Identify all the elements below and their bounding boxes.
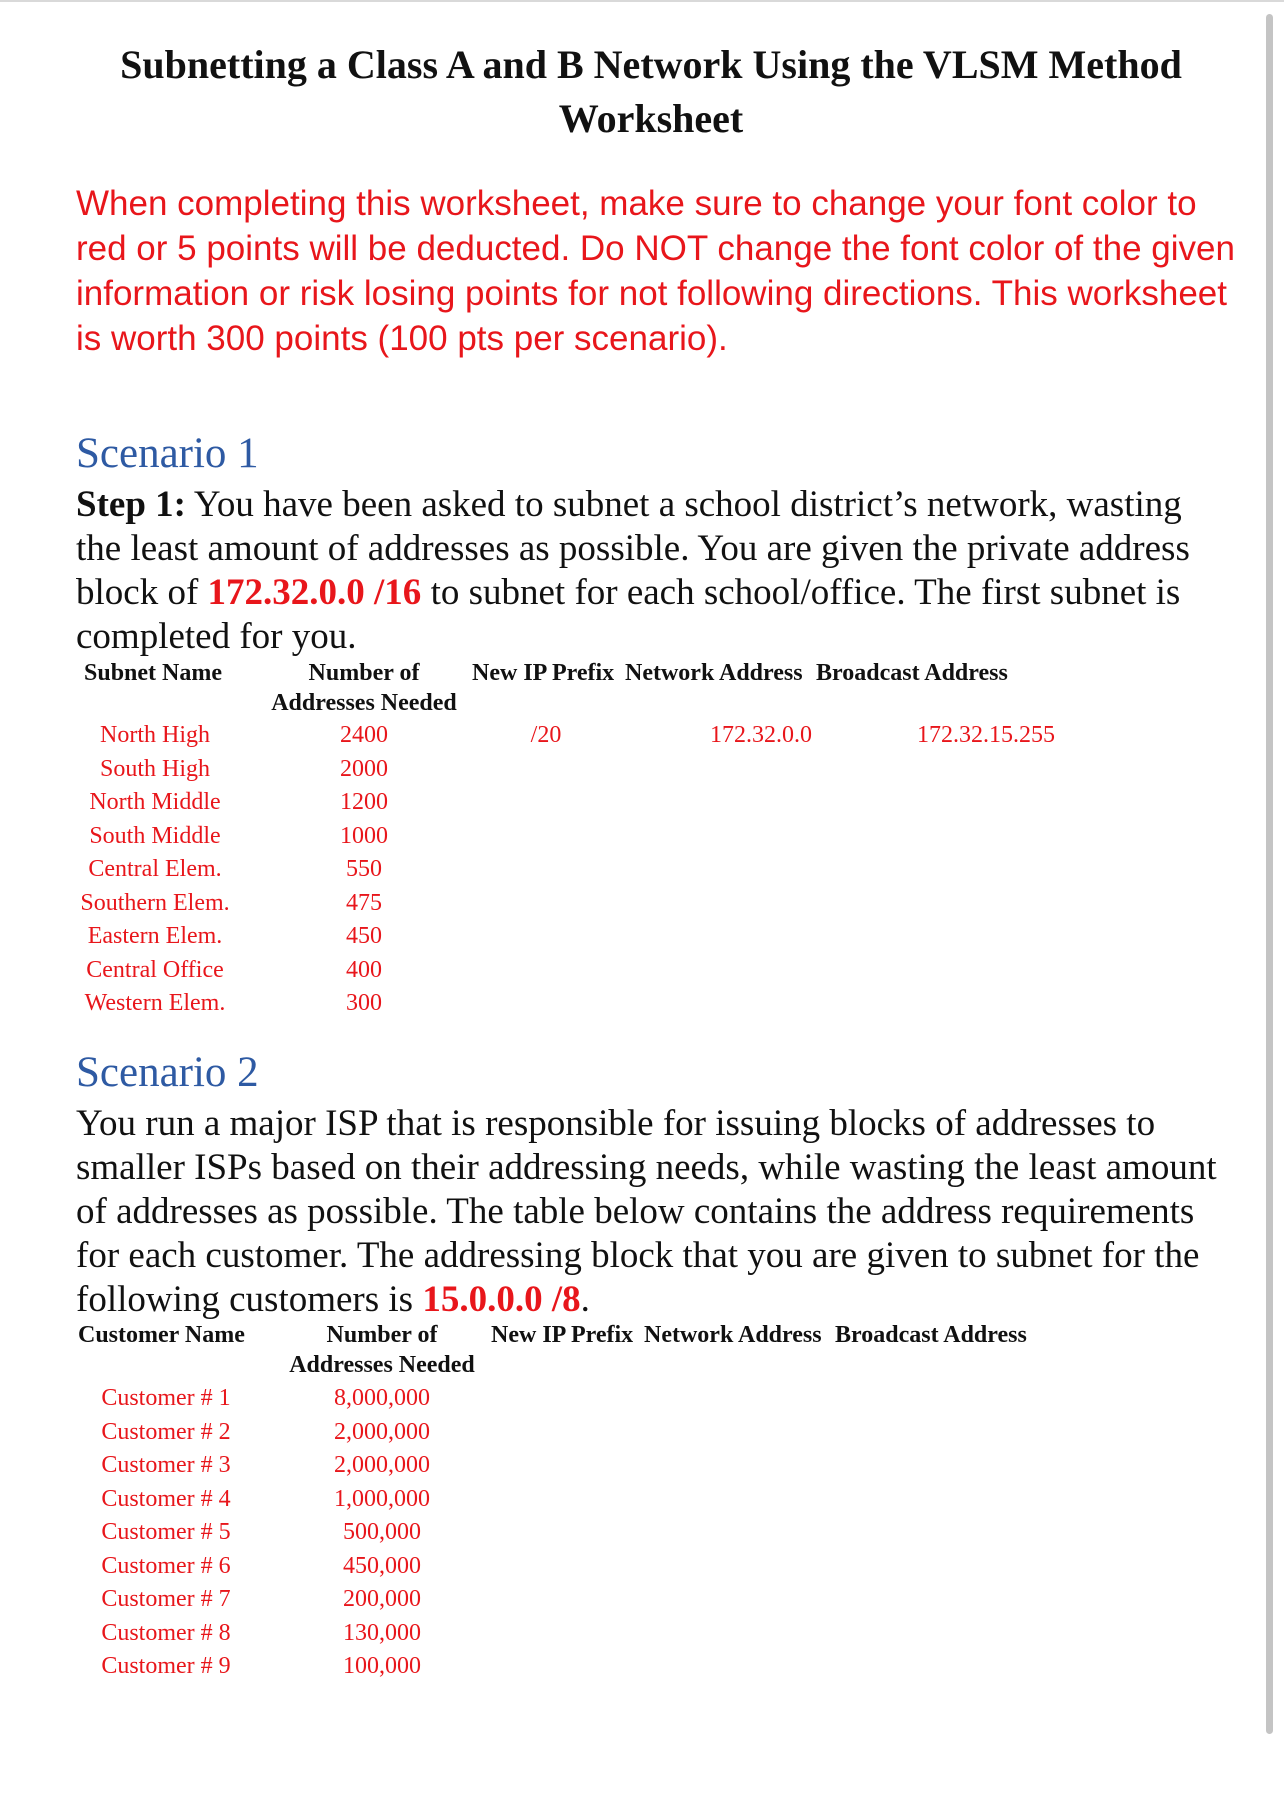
addresses-needed-cell: 1,000,000 — [334, 1485, 430, 1512]
font-color-warning: When completing this worksheet, make sure to change your font color to red or 5 points will be deducted. Do NOT change the font color of the given information or risk losing points for not following directions. This worksheet is worth 300 points (100 pts per scenario). — [76, 184, 1235, 358]
customer-name-cell: Customer # 3 — [101, 1452, 231, 1478]
scenario-2-instructions — [76, 1102, 1236, 1322]
header-addresses-needed — [272, 1320, 492, 1380]
header-broadcast-address: Broadcast Address — [835, 1322, 1027, 1348]
header-new-ip-prefix: New IP Prefix — [491, 1322, 634, 1348]
customer-name-cell: Customer # 8 — [101, 1619, 231, 1646]
addresses-needed-cell: 550 — [346, 856, 382, 882]
addresses-needed-cell: 475 — [346, 889, 382, 916]
customer-name-cell: Customer # 2 — [101, 1418, 231, 1445]
header-needed-line-1: Number of — [308, 660, 420, 686]
scenario-2-address-block: 15.0.0.0 /8 — [422, 1279, 581, 1320]
header-broadcast-address: Broadcast Address — [816, 660, 1008, 686]
header-needed-line-1: Number of — [326, 1322, 438, 1348]
addresses-needed-cell: 1000 — [340, 822, 388, 849]
addresses-needed-cell: 400 — [346, 956, 382, 983]
subnet-name-cell: Central Elem. — [88, 856, 222, 882]
scenario-1-text-before: You have been asked to subnet a school district’s network, wasting the least amount of addresses as possible. You are given the private address block of — [76, 484, 1190, 613]
worksheet-title — [76, 38, 1226, 146]
subnet-name-cell: Eastern Elem. — [87, 923, 223, 949]
header-network-address: Network Address — [625, 660, 803, 686]
title-line-1: Subnetting a Class A and B Network Using the VLSM Method — [120, 42, 1182, 87]
subnet-name-cell: Central Office — [86, 956, 224, 983]
subnet-name-cell: Southern Elem. — [80, 889, 230, 916]
header-addresses-needed — [254, 658, 474, 718]
scenario-2-heading: Scenario 2 — [76, 1049, 259, 1096]
customer-name-cell: Customer # 4 — [101, 1485, 231, 1512]
addresses-needed-cell: 450 — [346, 923, 382, 949]
addresses-needed-cell: 2,000,000 — [334, 1452, 430, 1478]
scenario-1-address-block: 172.32.0.0 /16 — [207, 572, 422, 613]
network-address-cell: 172.32.0.0 — [710, 722, 812, 748]
top-border — [0, 0, 1284, 2]
scenario-1-instructions — [76, 483, 1236, 659]
customer-name-cell: Customer # 9 — [101, 1653, 231, 1679]
header-new-ip-prefix: New IP Prefix — [472, 660, 615, 686]
addresses-needed-cell: 1200 — [340, 789, 388, 815]
broadcast-address-cell: 172.32.15.255 — [917, 722, 1055, 748]
customer-name-cell: Customer # 5 — [101, 1519, 231, 1545]
subnet-name-cell: North Middle — [89, 789, 221, 815]
scenario-1-text-after: to subnet for each school/office. The first subnet is completed for you. — [76, 572, 1181, 657]
addresses-needed-cell: 2400 — [340, 722, 388, 748]
addresses-needed-cell: 130,000 — [343, 1619, 421, 1646]
step-label: Step 1: — [76, 484, 186, 525]
customer-name-cell: Customer # 7 — [101, 1586, 231, 1612]
subnet-name-cell: South High — [99, 755, 210, 782]
vertical-scrollbar[interactable] — [1266, 14, 1273, 1734]
scenario-2-text-after: . — [580, 1279, 590, 1320]
addresses-needed-cell: 450,000 — [343, 1552, 421, 1579]
customer-name-cell: Customer # 6 — [101, 1552, 231, 1579]
header-network-address: Network Address — [644, 1322, 822, 1348]
header-needed-line-2: Addresses Needed — [289, 1352, 475, 1378]
scenario-1-heading: Scenario 1 — [76, 430, 259, 477]
addresses-needed-cell: 2000 — [340, 755, 388, 782]
customer-name-cell: Customer # 1 — [101, 1385, 231, 1411]
subnet-name-cell: North High — [100, 722, 210, 748]
header-subnet-name: Subnet Name — [84, 660, 223, 686]
subnet-name-cell: South Middle — [89, 822, 221, 849]
addresses-needed-cell: 200,000 — [343, 1586, 421, 1612]
addresses-needed-cell: 300 — [346, 990, 382, 1016]
addresses-needed-cell: 2,000,000 — [334, 1418, 430, 1445]
header-customer-name: Customer Name — [78, 1322, 245, 1348]
title-line-2: Worksheet — [558, 96, 744, 141]
addresses-needed-cell: 500,000 — [343, 1519, 421, 1545]
addresses-needed-cell: 100,000 — [343, 1653, 421, 1679]
new-ip-prefix-cell: /20 — [530, 722, 562, 748]
addresses-needed-cell: 8,000,000 — [334, 1385, 430, 1411]
header-needed-line-2: Addresses Needed — [271, 690, 457, 716]
scenario-2-text-before: You run a major ISP that is responsible for issuing blocks of addresses to smaller ISPs based on their addressing needs, while wasting the least amount of addresses as possible. The table below contains the address requirements for each customer. The addressing block that you are given to subnet for the following customers is — [76, 1103, 1217, 1320]
subnet-name-cell: Western Elem. — [84, 990, 226, 1016]
